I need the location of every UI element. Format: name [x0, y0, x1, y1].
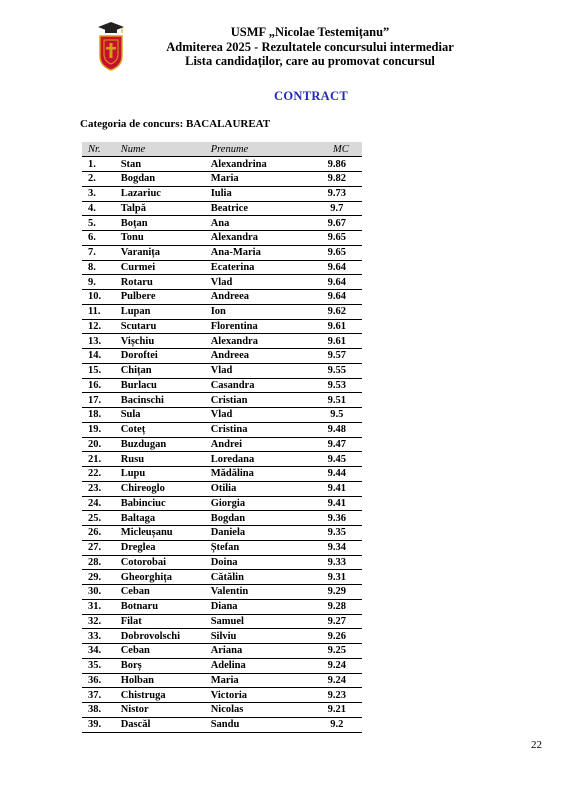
row-first-name: Adelina	[211, 658, 312, 673]
row-first-name: Loredana	[211, 452, 312, 467]
row-number: 21.	[82, 452, 121, 467]
row-number: 5.	[82, 216, 121, 231]
row-mc-score: 9.61	[312, 319, 362, 334]
table-header-row	[82, 142, 362, 157]
row-number: 10.	[82, 290, 121, 305]
row-number: 15.	[82, 363, 121, 378]
row-last-name: Burlacu	[121, 378, 211, 393]
university-crest-icon	[96, 20, 126, 72]
table-row	[82, 555, 362, 570]
row-mc-score: 9.29	[312, 585, 362, 600]
row-mc-score: 9.41	[312, 481, 362, 496]
row-number: 31.	[82, 599, 121, 614]
table-row	[82, 570, 362, 585]
row-last-name: Dobrovolschi	[121, 629, 211, 644]
table-row	[82, 245, 362, 260]
row-mc-score: 9.64	[312, 275, 362, 290]
row-number: 35.	[82, 658, 121, 673]
row-mc-score: 9.51	[312, 393, 362, 408]
row-last-name: Buzdugan	[121, 437, 211, 452]
row-mc-score: 9.28	[312, 599, 362, 614]
row-last-name: Pulbere	[121, 290, 211, 305]
row-number: 20.	[82, 437, 121, 452]
table-row	[82, 201, 362, 216]
table-row	[82, 216, 362, 231]
row-number: 16.	[82, 378, 121, 393]
row-mc-score: 9.53	[312, 378, 362, 393]
row-mc-score: 9.23	[312, 688, 362, 703]
row-number: 28.	[82, 555, 121, 570]
row-last-name: Botnaru	[121, 599, 211, 614]
row-last-name: Coteț	[121, 422, 211, 437]
row-first-name: Cătălin	[211, 570, 312, 585]
row-first-name: Alexandrina	[211, 157, 312, 172]
table-row	[82, 422, 362, 437]
table-row	[82, 275, 362, 290]
row-first-name: Ștefan	[211, 540, 312, 555]
row-mc-score: 9.61	[312, 334, 362, 349]
row-mc-score: 9.36	[312, 511, 362, 526]
row-number: 33.	[82, 629, 121, 644]
row-mc-score: 9.21	[312, 703, 362, 718]
row-first-name: Cristian	[211, 393, 312, 408]
row-first-name: Diana	[211, 599, 312, 614]
table-row	[82, 186, 362, 201]
row-first-name: Maria	[211, 673, 312, 688]
row-last-name: Varanița	[121, 245, 211, 260]
row-mc-score: 9.65	[312, 231, 362, 246]
row-first-name: Doina	[211, 555, 312, 570]
row-last-name: Borș	[121, 658, 211, 673]
row-number: 11.	[82, 304, 121, 319]
column-header-name: Nume	[121, 142, 211, 157]
row-number: 14.	[82, 349, 121, 364]
table-row	[82, 614, 362, 629]
row-number: 24.	[82, 496, 121, 511]
row-last-name: Chireoglo	[121, 481, 211, 496]
row-mc-score: 9.34	[312, 540, 362, 555]
table-row	[82, 703, 362, 718]
column-header-nr: Nr.	[82, 142, 121, 157]
row-mc-score: 9.86	[312, 157, 362, 172]
row-last-name: Baltaga	[121, 511, 211, 526]
row-first-name: Maria	[211, 172, 312, 187]
row-mc-score: 9.57	[312, 349, 362, 364]
table-row	[82, 334, 362, 349]
row-number: 39.	[82, 717, 121, 732]
admission-title: Admiterea 2025 - Rezultatele concursului intermediar	[166, 39, 454, 54]
row-mc-score: 9.33	[312, 555, 362, 570]
row-first-name: Alexandra	[211, 334, 312, 349]
table-row	[82, 363, 362, 378]
row-number: 1.	[82, 157, 121, 172]
row-mc-score: 9.31	[312, 570, 362, 585]
row-last-name: Nistor	[121, 703, 211, 718]
row-number: 36.	[82, 673, 121, 688]
row-first-name: Sandu	[211, 717, 312, 732]
table-body	[82, 157, 362, 732]
table-row	[82, 481, 362, 496]
row-first-name: Valentin	[211, 585, 312, 600]
row-last-name: Sula	[121, 408, 211, 423]
row-mc-score: 9.25	[312, 644, 362, 659]
row-first-name: Andreea	[211, 349, 312, 364]
row-first-name: Bogdan	[211, 511, 312, 526]
row-first-name: Victoria	[211, 688, 312, 703]
row-first-name: Cristina	[211, 422, 312, 437]
row-last-name: Bacinschi	[121, 393, 211, 408]
row-number: 32.	[82, 614, 121, 629]
row-number: 30.	[82, 585, 121, 600]
row-mc-score: 9.41	[312, 496, 362, 511]
row-first-name: Vlad	[211, 408, 312, 423]
row-mc-score: 9.45	[312, 452, 362, 467]
table-row	[82, 673, 362, 688]
row-number: 37.	[82, 688, 121, 703]
row-last-name: Holban	[121, 673, 211, 688]
row-last-name: Doroftei	[121, 349, 211, 364]
row-number: 12.	[82, 319, 121, 334]
row-first-name: Casandra	[211, 378, 312, 393]
row-mc-score: 9.82	[312, 172, 362, 187]
row-last-name: Rotaru	[121, 275, 211, 290]
row-number: 38.	[82, 703, 121, 718]
row-first-name: Ariana	[211, 644, 312, 659]
row-first-name: Ion	[211, 304, 312, 319]
row-last-name: Babinciuc	[121, 496, 211, 511]
row-last-name: Micleușanu	[121, 526, 211, 541]
table-row	[82, 629, 362, 644]
row-mc-score: 9.27	[312, 614, 362, 629]
row-number: 29.	[82, 570, 121, 585]
row-last-name: Lazariuc	[121, 186, 211, 201]
row-number: 27.	[82, 540, 121, 555]
document-header	[130, 25, 490, 69]
row-number: 8.	[82, 260, 121, 275]
row-number: 3.	[82, 186, 121, 201]
competition-category-label: Categoria de concurs: BACALAUREAT	[80, 118, 271, 130]
row-mc-score: 9.64	[312, 260, 362, 275]
table-row	[82, 319, 362, 334]
row-number: 18.	[82, 408, 121, 423]
row-number: 4.	[82, 201, 121, 216]
table-row	[82, 172, 362, 187]
row-number: 34.	[82, 644, 121, 659]
table-row	[82, 511, 362, 526]
row-last-name: Boțan	[121, 216, 211, 231]
row-number: 19.	[82, 422, 121, 437]
table-row	[82, 157, 362, 172]
table-row	[82, 658, 362, 673]
row-last-name: Talpă	[121, 201, 211, 216]
row-first-name: Andreea	[211, 290, 312, 305]
row-number: 7.	[82, 245, 121, 260]
row-mc-score: 9.24	[312, 673, 362, 688]
table-row	[82, 644, 362, 659]
row-first-name: Ana-Maria	[211, 245, 312, 260]
list-title: Lista candidaților, care au promovat concursul	[185, 54, 435, 68]
row-mc-score: 9.65	[312, 245, 362, 260]
row-mc-score: 9.5	[312, 408, 362, 423]
row-mc-score: 9.55	[312, 363, 362, 378]
row-mc-score: 9.26	[312, 629, 362, 644]
row-first-name: Andrei	[211, 437, 312, 452]
row-last-name: Chistruga	[121, 688, 211, 703]
row-first-name: Beatrice	[211, 201, 312, 216]
row-last-name: Tonu	[121, 231, 211, 246]
row-number: 23.	[82, 481, 121, 496]
row-first-name: Silviu	[211, 629, 312, 644]
row-first-name: Nicolas	[211, 703, 312, 718]
row-first-name: Samuel	[211, 614, 312, 629]
table-row	[82, 378, 362, 393]
table-row	[82, 599, 362, 614]
row-last-name: Lupu	[121, 467, 211, 482]
row-last-name: Stan	[121, 157, 211, 172]
table-row	[82, 452, 362, 467]
row-last-name: Gheorghița	[121, 570, 211, 585]
row-mc-score: 9.24	[312, 658, 362, 673]
row-first-name: Alexandra	[211, 231, 312, 246]
row-last-name: Filat	[121, 614, 211, 629]
table-row	[82, 393, 362, 408]
row-first-name: Otilia	[211, 481, 312, 496]
row-last-name: Ceban	[121, 644, 211, 659]
page-number: 22	[531, 739, 542, 751]
table-row	[82, 260, 362, 275]
row-mc-score: 9.35	[312, 526, 362, 541]
table-row	[82, 496, 362, 511]
column-header-first-name: Prenume	[211, 142, 312, 157]
table-row	[82, 526, 362, 541]
row-first-name: Daniela	[211, 526, 312, 541]
row-first-name: Giorgia	[211, 496, 312, 511]
row-number: 26.	[82, 526, 121, 541]
row-last-name: Bogdan	[121, 172, 211, 187]
table-row	[82, 585, 362, 600]
row-last-name: Lupan	[121, 304, 211, 319]
row-mc-score: 9.2	[312, 717, 362, 732]
row-mc-score: 9.47	[312, 437, 362, 452]
column-header-mc: MC	[312, 142, 362, 157]
row-last-name: Ceban	[121, 585, 211, 600]
row-number: 13.	[82, 334, 121, 349]
row-number: 22.	[82, 467, 121, 482]
row-number: 6.	[82, 231, 121, 246]
table-row	[82, 408, 362, 423]
table-row	[82, 290, 362, 305]
row-last-name: Scutaru	[121, 319, 211, 334]
row-last-name: Vișchiu	[121, 334, 211, 349]
row-number: 9.	[82, 275, 121, 290]
row-number: 25.	[82, 511, 121, 526]
table-row	[82, 540, 362, 555]
row-first-name: Florentina	[211, 319, 312, 334]
row-last-name: Dascăl	[121, 717, 211, 732]
row-mc-score: 9.7	[312, 201, 362, 216]
row-first-name: Iulia	[211, 186, 312, 201]
row-last-name: Chițan	[121, 363, 211, 378]
row-first-name: Vlad	[211, 363, 312, 378]
row-first-name: Ecaterina	[211, 260, 312, 275]
row-mc-score: 9.64	[312, 290, 362, 305]
table-row	[82, 688, 362, 703]
table-row	[82, 304, 362, 319]
row-last-name: Dreglea	[121, 540, 211, 555]
row-mc-score: 9.73	[312, 186, 362, 201]
table-row	[82, 349, 362, 364]
row-last-name: Curmei	[121, 260, 211, 275]
contract-category-heading: CONTRACT	[274, 89, 348, 103]
row-mc-score: 9.62	[312, 304, 362, 319]
table-row	[82, 467, 362, 482]
row-first-name: Ana	[211, 216, 312, 231]
row-last-name: Cotorobai	[121, 555, 211, 570]
results-table	[82, 142, 362, 733]
row-mc-score: 9.44	[312, 467, 362, 482]
table-row	[82, 437, 362, 452]
table-row	[82, 231, 362, 246]
row-mc-score: 9.67	[312, 216, 362, 231]
row-number: 17.	[82, 393, 121, 408]
row-number: 2.	[82, 172, 121, 187]
table-row	[82, 717, 362, 732]
row-mc-score: 9.48	[312, 422, 362, 437]
row-first-name: Vlad	[211, 275, 312, 290]
institution-title: USMF „Nicolae Testemițanu”	[230, 25, 390, 39]
row-first-name: Mădălina	[211, 467, 312, 482]
row-last-name: Rusu	[121, 452, 211, 467]
